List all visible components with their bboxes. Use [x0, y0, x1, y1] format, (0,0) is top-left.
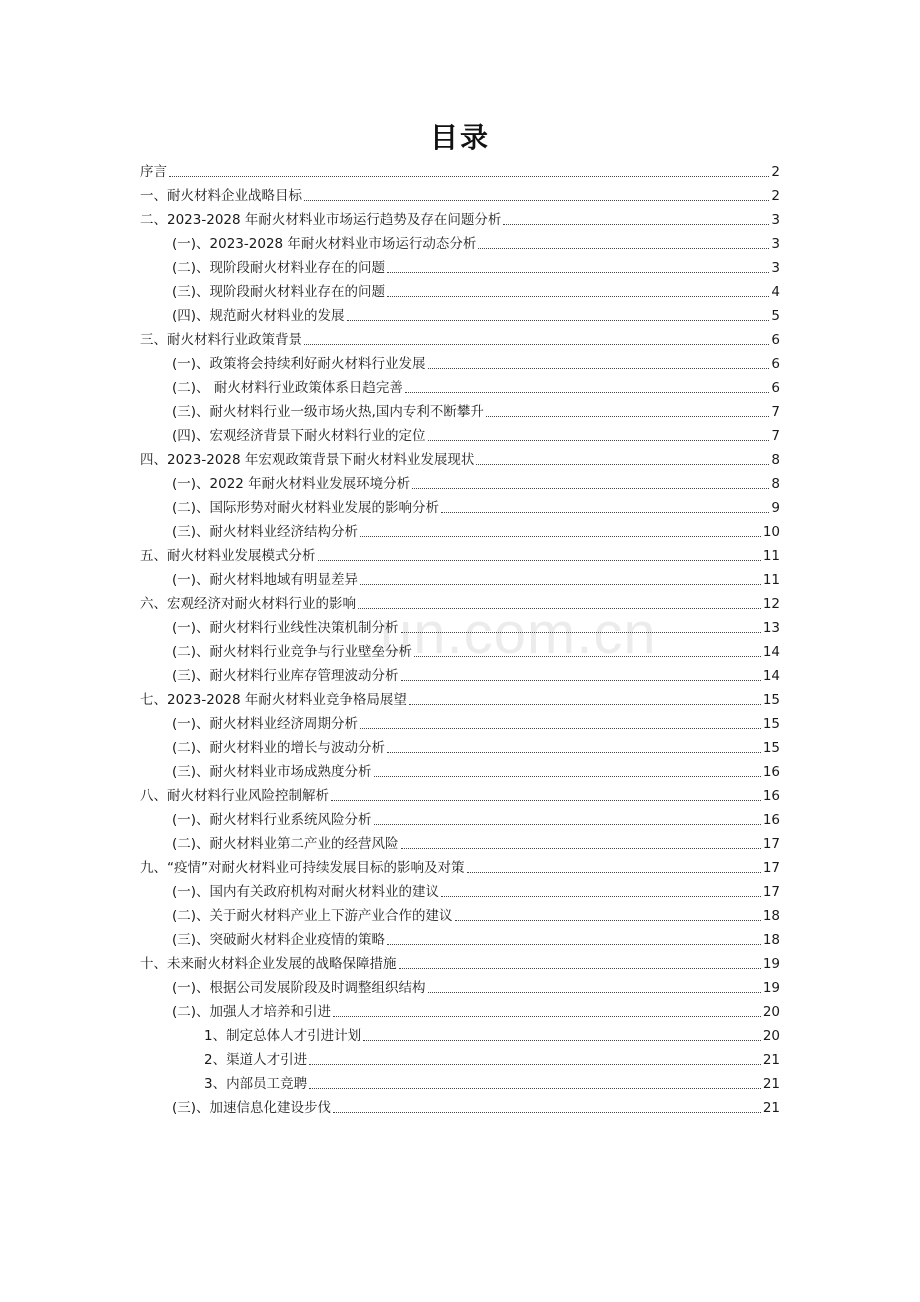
- toc-entry-text: (一)、耐火材料行业系统风险分析: [172, 812, 372, 828]
- toc-dot-leader: [374, 776, 761, 777]
- toc-entry-text: (三)、加速信息化建设步伐: [172, 1100, 332, 1116]
- toc-entry-text: 八、耐火材料行业风险控制解析: [140, 788, 329, 804]
- toc-entry-text: (二)、耐火材料行业竞争与行业壁垒分析: [172, 644, 413, 660]
- toc-entry-text: (三)、现阶段耐火材料业存在的问题: [172, 284, 386, 300]
- toc-dot-leader: [401, 680, 761, 681]
- toc-page-number: 4: [771, 284, 780, 300]
- toc-dot-leader: [387, 296, 769, 297]
- toc-page-number: 21: [762, 1052, 780, 1068]
- toc-page-number: 15: [762, 716, 780, 732]
- toc-dot-leader: [414, 656, 761, 657]
- toc-entry[interactable]: [140, 326, 780, 350]
- toc-page-number: 7: [771, 428, 780, 444]
- toc-entry[interactable]: [140, 806, 780, 830]
- toc-entry[interactable]: [140, 182, 780, 206]
- toc-entry[interactable]: [140, 350, 780, 374]
- toc-entry[interactable]: [140, 518, 780, 542]
- toc-page-number: 3: [771, 212, 780, 228]
- toc-dot-leader: [360, 728, 761, 729]
- toc-dot-leader: [309, 1064, 761, 1065]
- toc-page-number: 17: [762, 884, 780, 900]
- toc-entry[interactable]: [140, 926, 780, 950]
- toc-entry-text: (二)、关于耐火材料产业上下游产业合作的建议: [172, 908, 453, 924]
- toc-dot-leader: [304, 344, 769, 345]
- toc-entry-text: (一)、耐火材料行业线性决策机制分析: [172, 620, 399, 636]
- toc-entry[interactable]: [140, 638, 780, 662]
- toc-title: 目录: [429, 121, 490, 154]
- toc-dot-leader: [304, 200, 769, 201]
- toc-entry-text: (三)、突破耐火材料企业疫情的策略: [172, 932, 386, 948]
- toc-dot-leader: [428, 992, 761, 993]
- toc-entry-text: (一)、政策将会持续利好耐火材料行业发展: [172, 356, 426, 372]
- toc-entry-text: (一)、耐火材料业经济周期分析: [172, 716, 359, 732]
- toc-page-number: 18: [762, 908, 780, 924]
- toc-entry-text: 3、内部员工竞聘: [204, 1076, 308, 1092]
- toc-entry[interactable]: [140, 734, 780, 758]
- toc-entry[interactable]: [140, 902, 780, 926]
- toc-page-number: 16: [762, 764, 780, 780]
- toc-entry[interactable]: [140, 1094, 780, 1118]
- toc-entry[interactable]: [140, 374, 780, 398]
- toc-entry-text: (二)、现阶段耐火材料业存在的问题: [172, 260, 386, 276]
- toc-page-number: 5: [771, 308, 780, 324]
- toc-dot-leader: [503, 224, 769, 225]
- toc-entry-text: 四、2023-2028 年宏观政策背景下耐火材料业发展现状: [140, 452, 475, 468]
- toc-page-number: 7: [771, 404, 780, 420]
- toc-dot-leader: [318, 560, 761, 561]
- toc-entry[interactable]: [140, 782, 780, 806]
- toc-entry-text: (二)、 耐火材料行业政策体系日趋完善: [172, 380, 403, 396]
- toc-page-number: 11: [762, 572, 780, 588]
- toc-dot-leader: [360, 584, 761, 585]
- toc-entry-text: 六、宏观经济对耐火材料行业的影响: [140, 596, 356, 612]
- toc-entry[interactable]: [140, 470, 780, 494]
- toc-entry[interactable]: [140, 950, 780, 974]
- toc-dot-leader: [441, 512, 769, 513]
- toc-dot-leader: [412, 488, 769, 489]
- toc-entry-text: (三)、耐火材料业市场成熟度分析: [172, 764, 372, 780]
- toc-entry[interactable]: [140, 278, 780, 302]
- toc-entry[interactable]: [140, 446, 780, 470]
- toc-page-number: 3: [771, 236, 780, 252]
- toc-entry[interactable]: [140, 614, 780, 638]
- toc-entry-text: (四)、宏观经济背景下耐火材料行业的定位: [172, 428, 426, 444]
- toc-page-number: 14: [762, 668, 780, 684]
- toc-page-number: 9: [771, 500, 780, 516]
- toc-entry[interactable]: [140, 710, 780, 734]
- toc-dot-leader: [428, 440, 770, 441]
- toc-entry-text: (一)、根据公司发展阶段及时调整组织结构: [172, 980, 426, 996]
- toc-dot-leader: [387, 752, 761, 753]
- toc-page-number: 12: [762, 596, 780, 612]
- toc-page-number: 18: [762, 932, 780, 948]
- toc-entry[interactable]: [140, 542, 780, 566]
- toc-entry[interactable]: [140, 1046, 780, 1070]
- toc-dot-leader: [405, 392, 770, 393]
- toc-dot-leader: [309, 1088, 761, 1089]
- toc-entry-text: (三)、耐火材料业经济结构分析: [172, 524, 359, 540]
- toc-page-number: 14: [762, 644, 780, 660]
- toc-entry[interactable]: [140, 398, 780, 422]
- toc-page-number: 19: [762, 956, 780, 972]
- toc-dot-leader: [401, 848, 761, 849]
- toc-entry[interactable]: [140, 878, 780, 902]
- toc-dot-leader: [333, 1112, 761, 1113]
- toc-entry-text: 三、耐火材料行业政策背景: [140, 332, 302, 348]
- toc-page-number: 6: [771, 380, 780, 396]
- toc-dot-leader: [387, 944, 761, 945]
- toc-page-number: 2: [771, 164, 780, 180]
- toc-page-number: 8: [771, 476, 780, 492]
- toc-entry[interactable]: [140, 230, 780, 254]
- toc-entry[interactable]: [140, 998, 780, 1022]
- toc-entry-text: (四)、规范耐火材料业的发展: [172, 308, 345, 324]
- toc-page-number: 6: [771, 356, 780, 372]
- toc-entry[interactable]: [140, 854, 780, 878]
- toc-entry[interactable]: [140, 758, 780, 782]
- toc-dot-leader: [409, 704, 761, 705]
- toc-entry[interactable]: [140, 422, 780, 446]
- toc-page-number: 11: [762, 548, 780, 564]
- toc-dot-leader: [428, 368, 770, 369]
- toc-entry-text: (二)、耐火材料业第二产业的经营风险: [172, 836, 399, 852]
- toc-dot-leader: [441, 896, 761, 897]
- toc-page-number: 19: [762, 980, 780, 996]
- toc-entry[interactable]: [140, 662, 780, 686]
- toc-entry-text: 2、渠道人才引进: [204, 1052, 308, 1068]
- toc-entry-text: (一)、2023-2028 年耐火材料业市场运行动态分析: [172, 236, 477, 252]
- toc-dot-leader: [169, 176, 769, 177]
- toc-page-number: 17: [762, 860, 780, 876]
- toc-page-number: 8: [771, 452, 780, 468]
- toc-entry-text: 一、耐火材料企业战略目标: [140, 188, 302, 204]
- toc-dot-leader: [360, 536, 761, 537]
- toc-dot-leader: [401, 632, 761, 633]
- toc-dot-leader: [399, 968, 761, 969]
- toc-page-number: 20: [762, 1004, 780, 1020]
- toc-entry-text: (一)、国内有关政府机构对耐火材料业的建议: [172, 884, 440, 900]
- toc-entry-text: (二)、国际形势对耐火材料业发展的影响分析: [172, 500, 440, 516]
- toc-dot-leader: [331, 800, 761, 801]
- toc-entry[interactable]: [140, 1070, 780, 1094]
- toc-page-number: 15: [762, 692, 780, 708]
- toc-page-number: 21: [762, 1076, 780, 1092]
- toc-dot-leader: [363, 1040, 761, 1041]
- toc-page-number: 17: [762, 836, 780, 852]
- toc-entry-text: (三)、耐火材料行业库存管理波动分析: [172, 668, 399, 684]
- toc-entry-text: 五、耐火材料业发展模式分析: [140, 548, 316, 564]
- toc-dot-leader: [476, 464, 769, 465]
- toc-dot-leader: [467, 872, 761, 873]
- toc-entry-text: 七、2023-2028 年耐火材料业竞争格局展望: [140, 692, 407, 708]
- toc-entry-text: (二)、耐火材料业的增长与波动分析: [172, 740, 386, 756]
- toc-entry[interactable]: [140, 206, 780, 230]
- toc-entry[interactable]: [140, 302, 780, 326]
- watermark: un.com.cn: [380, 601, 657, 666]
- toc-page-number: 21: [762, 1100, 780, 1116]
- toc-page-number: 3: [771, 260, 780, 276]
- toc-dot-leader: [333, 1016, 761, 1017]
- toc-dot-leader: [347, 320, 770, 321]
- toc-entry-text: (一)、2022 年耐火材料业发展环境分析: [172, 476, 411, 492]
- toc-dot-leader: [486, 416, 770, 417]
- toc-entry-text: 十、未来耐火材料企业发展的战略保障措施: [140, 956, 397, 972]
- toc-dot-leader: [478, 248, 769, 249]
- toc-entry[interactable]: [140, 1022, 780, 1046]
- toc-entry-text: (二)、加强人才培养和引进: [172, 1004, 332, 1020]
- toc-entry[interactable]: [140, 566, 780, 590]
- toc-entry-text: 序言: [140, 164, 167, 180]
- toc-page-number: 16: [762, 812, 780, 828]
- toc-entry-text: (一)、耐火材料地域有明显差异: [172, 572, 359, 588]
- toc-entry-text: 九、“疫情”对耐火材料业可持续发展目标的影响及对策: [140, 860, 465, 876]
- toc-entry-text: 二、2023-2028 年耐火材料业市场运行趋势及存在问题分析: [140, 212, 502, 228]
- toc-page-number: 2: [771, 188, 780, 204]
- toc-entry[interactable]: [140, 254, 780, 278]
- toc-dot-leader: [455, 920, 761, 921]
- toc-page-number: 6: [771, 332, 780, 348]
- toc-page-number: 20: [762, 1028, 780, 1044]
- toc-entry[interactable]: [140, 830, 780, 854]
- toc-entry-text: (三)、耐火材料行业一级市场火热,国内专利不断攀升: [172, 404, 484, 420]
- toc-entry[interactable]: [140, 686, 780, 710]
- toc-entry[interactable]: [140, 158, 780, 182]
- toc-page-number: 10: [762, 524, 780, 540]
- toc-entry-text: 1、制定总体人才引进计划: [204, 1028, 362, 1044]
- toc-dot-leader: [358, 608, 761, 609]
- toc-entry[interactable]: [140, 590, 780, 614]
- toc-dot-leader: [387, 272, 769, 273]
- toc-entry[interactable]: [140, 974, 780, 998]
- toc-page-number: 15: [762, 740, 780, 756]
- toc-page-number: 16: [762, 788, 780, 804]
- table-of-contents: [140, 158, 780, 1118]
- toc-page-number: 13: [762, 620, 780, 636]
- toc-dot-leader: [374, 824, 761, 825]
- toc-entry[interactable]: [140, 494, 780, 518]
